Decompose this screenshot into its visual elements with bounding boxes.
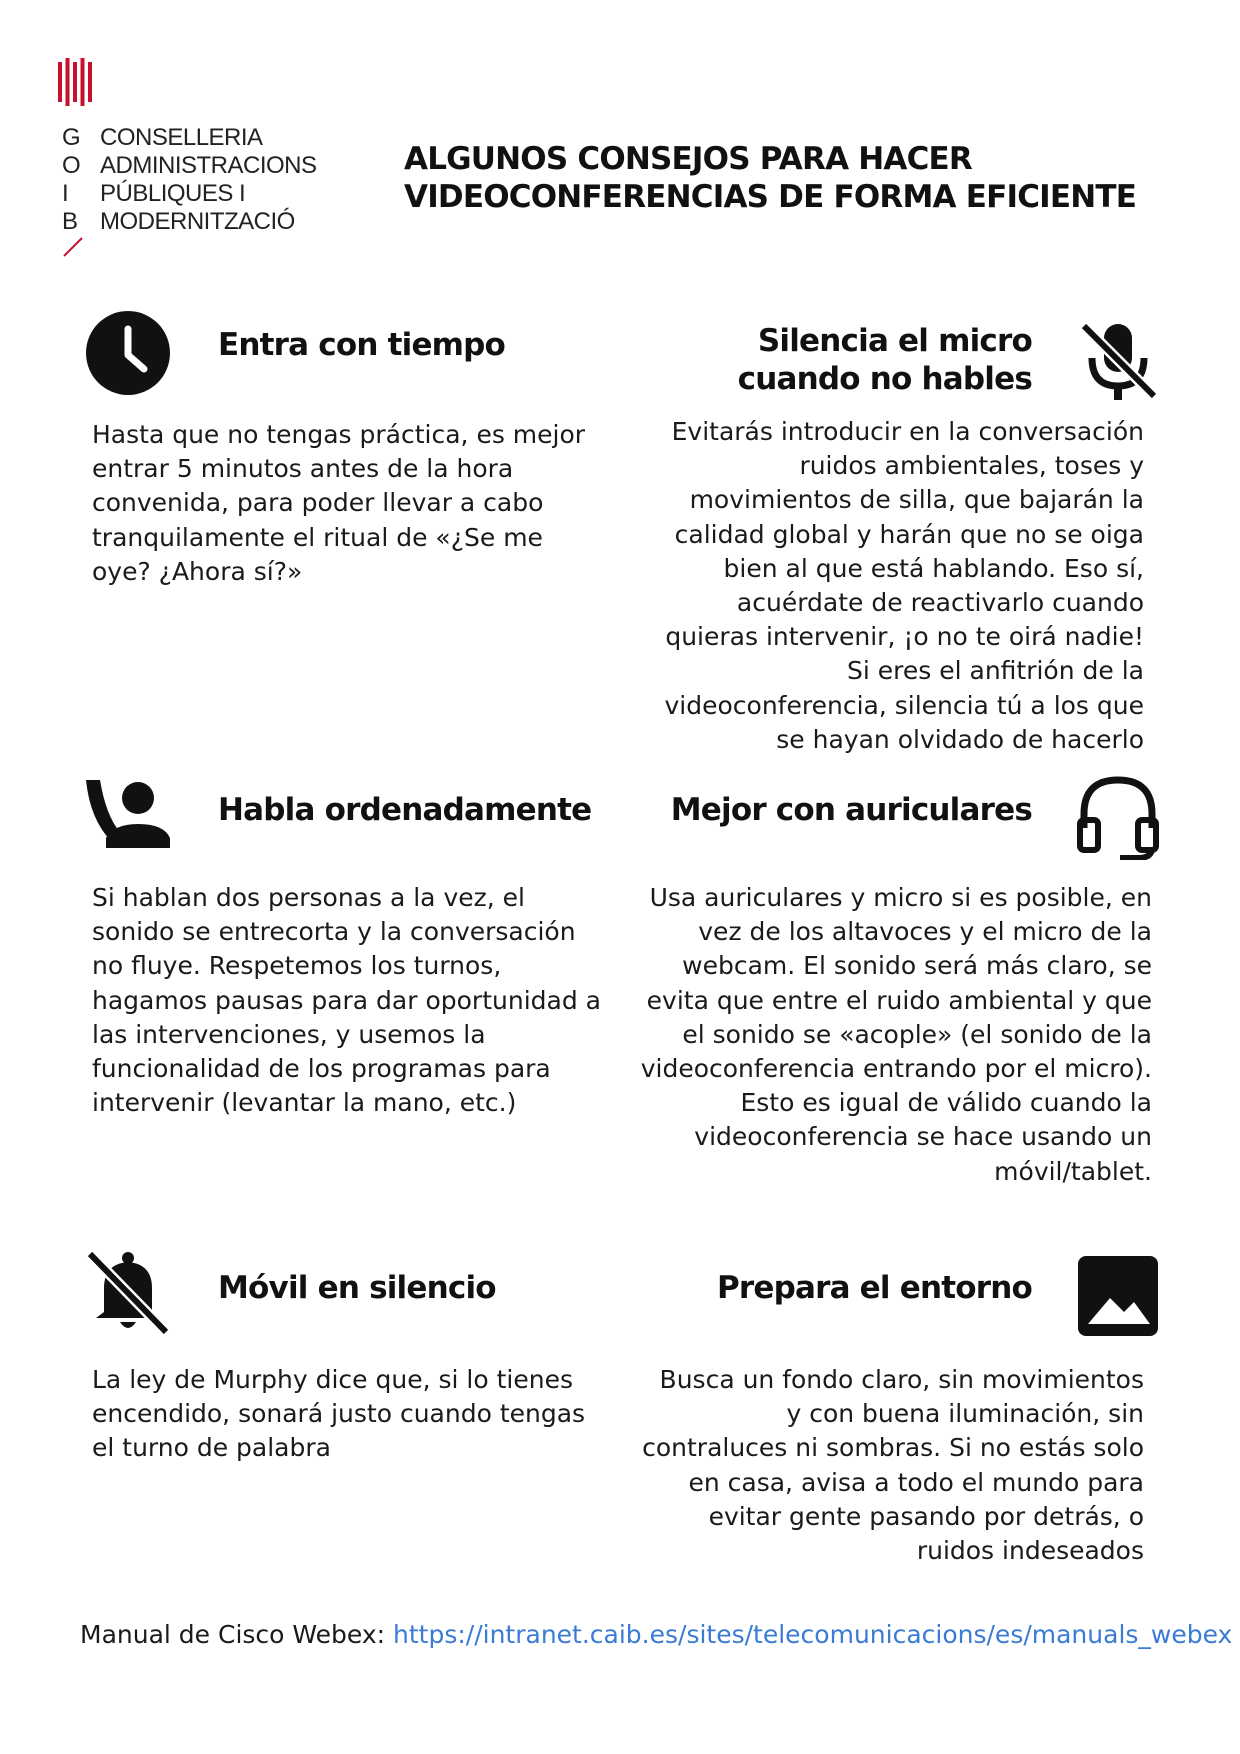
logo-letter: B — [62, 208, 79, 235]
tip-body: Si hablan dos personas a la vez, el sonido se entrecorta y la conversación no fluye. Respetemos los turnos, hagamos pausas para dar oportunidad a las intervenciones, y usemos la funcionalidad de los programas para intervenir (levantar la mano, etc.) — [92, 883, 601, 1118]
tip-heading-line: Habla ordenadamente — [218, 792, 592, 828]
tip-heading-line: Entra con tiempo — [218, 327, 506, 363]
tip-heading — [218, 791, 638, 829]
tip-heading — [218, 326, 638, 364]
footer-label: Manual de Cisco Webex: — [80, 1620, 394, 1649]
headset-icon — [1074, 772, 1162, 860]
logo-letter: I — [62, 180, 69, 207]
person-speaking-icon — [84, 776, 172, 864]
logo-letter: O — [62, 152, 81, 179]
tip-heading-line: Mejor con auriculares — [670, 792, 1032, 828]
image-icon — [1074, 1252, 1162, 1340]
tip-body: Usa auriculares y micro si es posible, en vez de los altavoces y el micro de la webcam. El sonido será más claro, se evita que entre el ruido ambiental y que el sonido se «acople» (el sonido de la videoconferencia entrando por el micro). Esto es igual de válido cuando la videoconferencia se hace usando un móvil/tablet. — [640, 883, 1152, 1186]
page-title-line: ALGUNOS CONSEJOS PARA HACER — [404, 141, 972, 177]
page-title — [404, 140, 1164, 216]
goib-logo — [58, 58, 318, 258]
tip-heading-line: cuando no hables — [737, 361, 1032, 397]
tip-heading-line: Prepara el entorno — [716, 1270, 1032, 1306]
logo-letters — [62, 124, 84, 236]
page-title-line: VIDEOCONFERENCIAS DE FORMA EFICIENTE — [404, 179, 1137, 215]
tip-heading — [640, 1269, 1032, 1307]
tip-body: Hasta que no tengas práctica, es mejor entrar 5 minutos antes de la hora convenida, para poder llevar a cabo tranquilamente el ritual de «¿Se me oye? ¿Ahora sí?» — [92, 420, 586, 586]
logo-slash-icon — [62, 236, 84, 258]
logo-line: PÚBLIQUES I — [100, 180, 246, 207]
logo-line: CONSELLERIA — [100, 124, 263, 151]
logo-line: MODERNITZACIÓ — [100, 208, 295, 235]
clock-icon — [84, 309, 172, 397]
mic-off-icon — [1074, 318, 1162, 406]
logo-line: ADMINISTRACIONS — [100, 152, 317, 179]
tip-heading — [640, 322, 1032, 398]
tip-heading — [640, 791, 1032, 829]
tip-heading-line: Silencia el micro — [757, 323, 1032, 359]
tip-body: Busca un fondo claro, sin movimientos y con buena iluminación, sin contraluces ni sombras. Si no estás solo en casa, avisa a todo el mundo para evitar gente pasando por detrás, o ruidos indeseados — [642, 1365, 1144, 1566]
tip-body: Evitarás introducir en la conversación ruidos ambientales, toses y movimientos de silla, que bajarán la calidad global y harán que no se oiga bien al que está hablando. Eso sí, acuérdate de reactivarlo cuando quieras intervenir, ¡o no te oirá nadie! Si eres el anfitrión de la videoconferencia, silencia tú a los que se hayan olvidado de hacerlo — [664, 417, 1144, 754]
goib-emblem-icon — [58, 58, 92, 106]
bell-off-icon — [84, 1248, 172, 1336]
webex-manual-link[interactable]: https://intranet.caib.es/sites/telecomunicacions/es/manuals_webex — [393, 1620, 1233, 1649]
tip-heading-line: Móvil en silencio — [218, 1270, 496, 1306]
footer — [80, 1618, 1233, 1652]
logo-department-name — [100, 124, 317, 236]
logo-letter: G — [62, 124, 81, 151]
tip-heading — [218, 1269, 638, 1307]
tip-body: La ley de Murphy dice que, si lo tienes encendido, sonará justo cuando tengas el turno de palabra — [92, 1365, 586, 1463]
